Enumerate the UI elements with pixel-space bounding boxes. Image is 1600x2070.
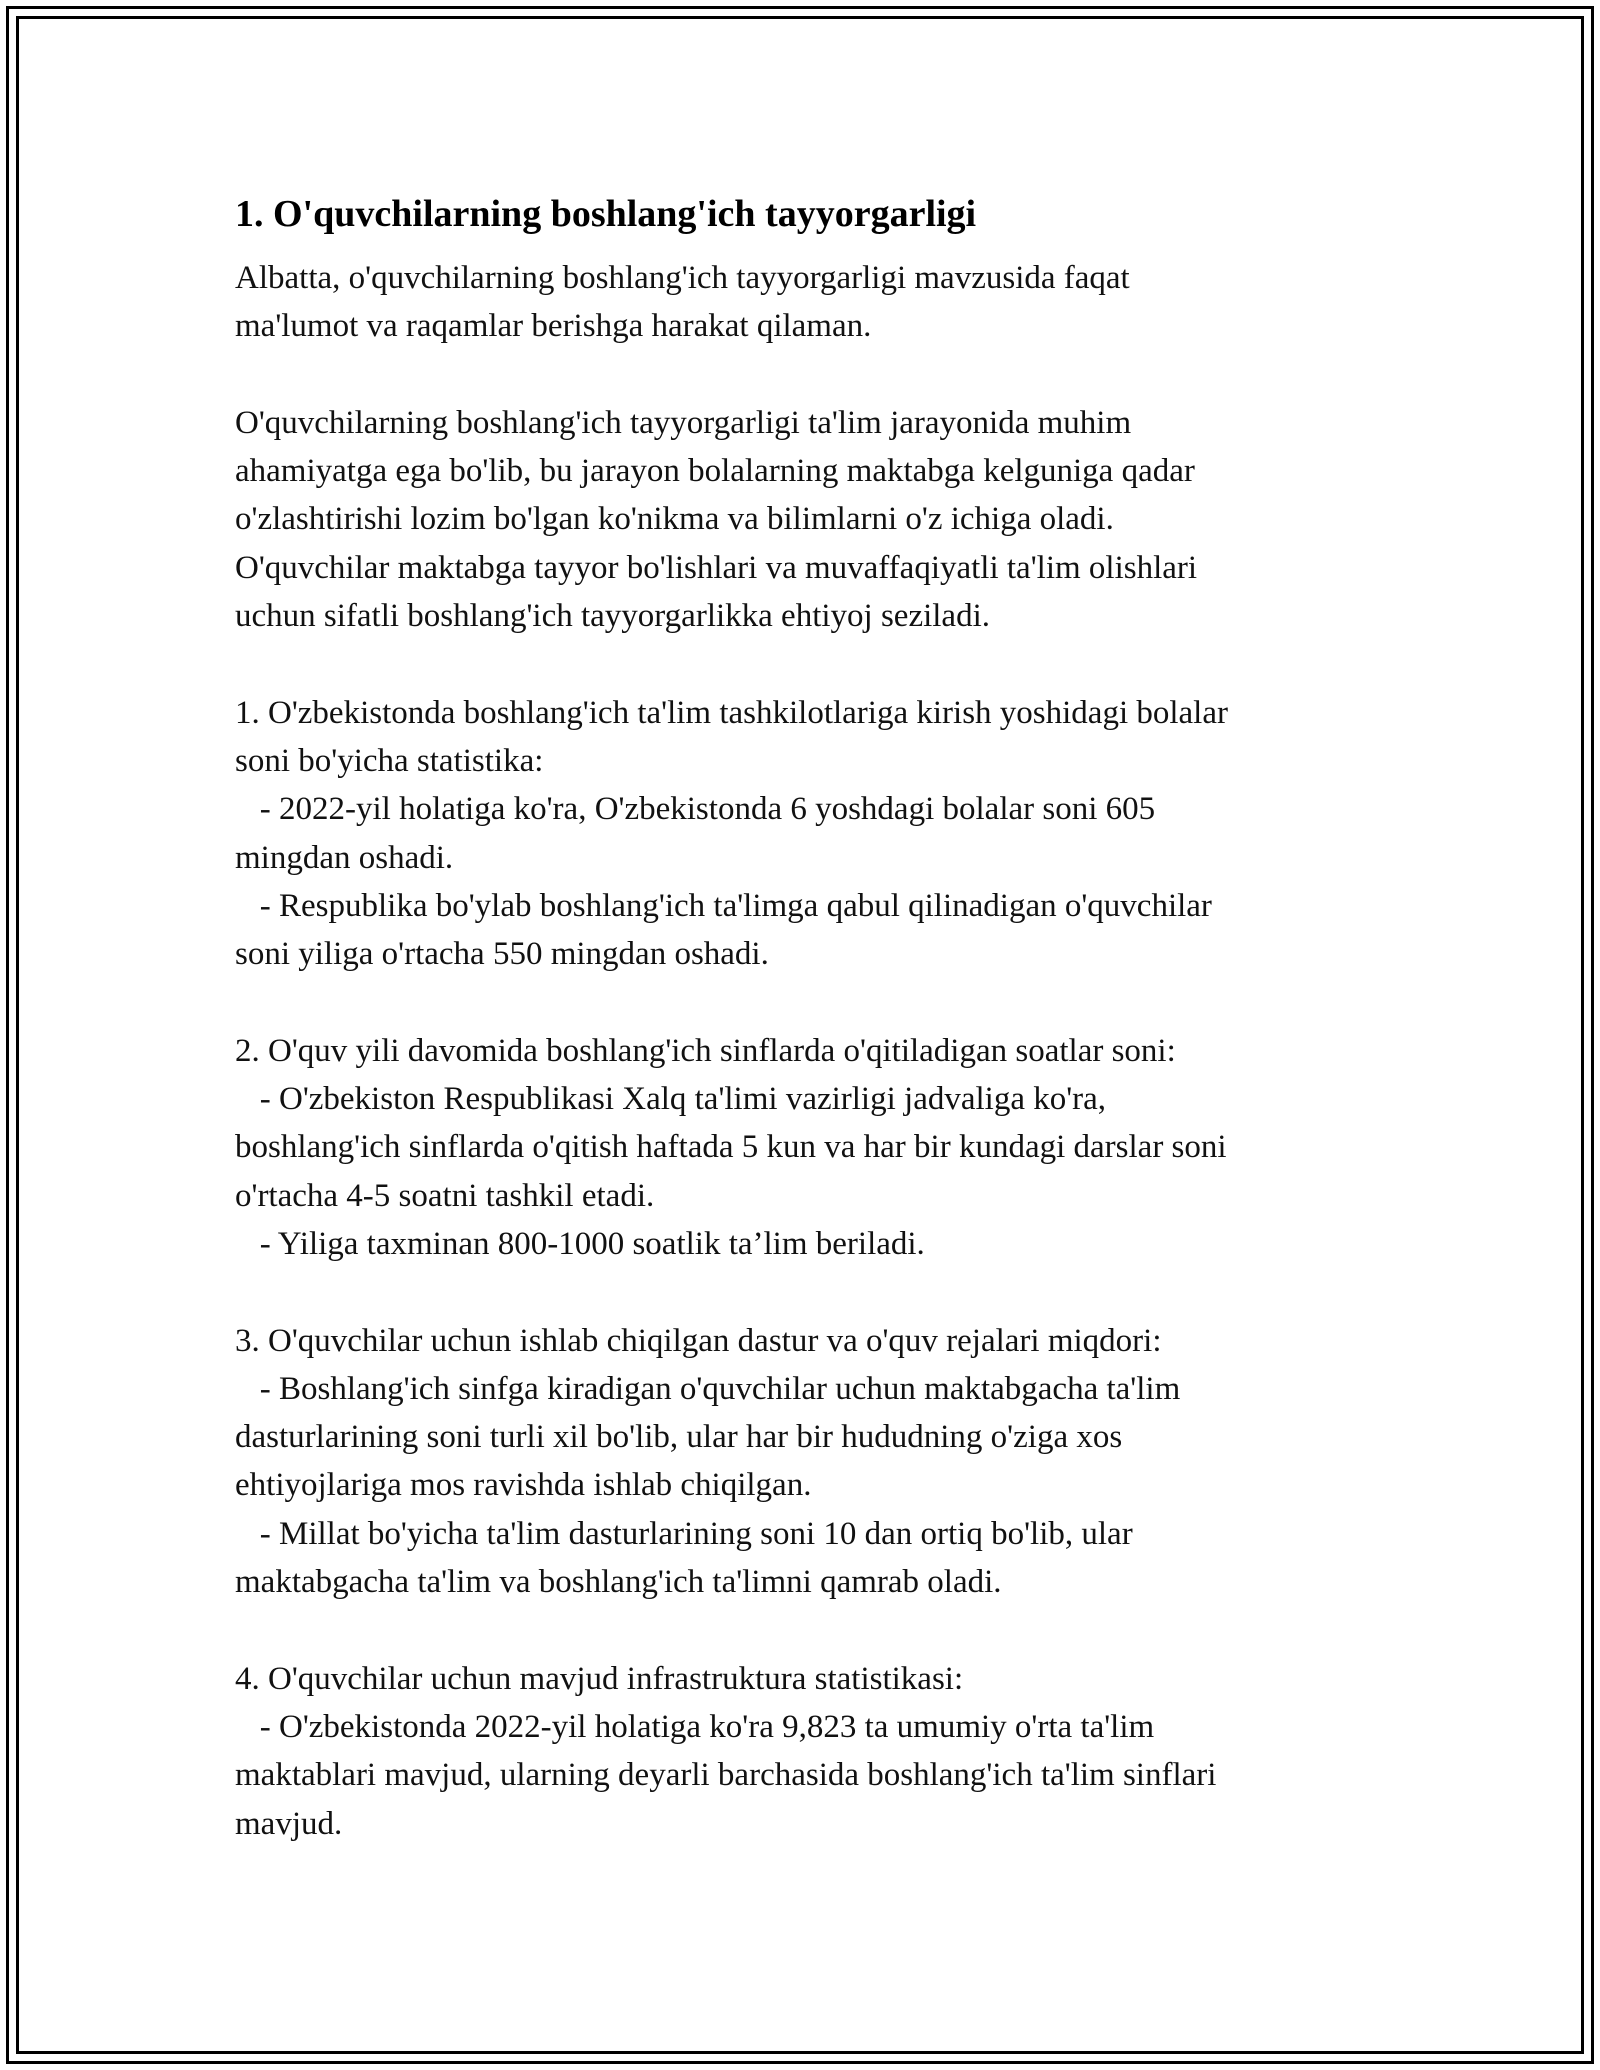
blank-line [235, 351, 1365, 399]
text-line: Albatta, o'quvchilarning boshlang'ich tayyorgarligi mavzusida faqat [235, 260, 1130, 296]
text-line: O'quvchilarning boshlang'ich tayyorgarligi ta'lim jarayonida muhim [235, 404, 1132, 441]
text-line: 4. O'quvchilar uchun mavjud infrastruktura statistikasi: [235, 1660, 964, 1697]
text-line: maktabgacha ta'lim va boshlang'ich ta'limni qamrab oladi. [235, 1564, 1002, 1601]
text-line: ma'lumot va raqamlar berishga harakat qilaman. [235, 308, 872, 345]
text-line: - Respublika bo'ylab boshlang'ich ta'limga qabul qilinadigan o'quvchilar [235, 887, 1212, 924]
text-line: maktablari mavjud, ularning deyarli barchasida boshlang'ich ta'lim sinflari [235, 1757, 1217, 1794]
text-line: ahamiyatga ega bo'lib, bu jarayon bolalarning maktabga kelguniga qadar [235, 453, 1195, 490]
blank-line [235, 978, 1365, 1026]
text-line: 1. O'zbekistonda boshlang'ich ta'lim tashkilotlariga kirish yoshidagi bolalar [235, 694, 1228, 731]
text-line: - O'zbekiston Respublikasi Xalq ta'limi vazirligi jadvaliga ko'ra, [235, 1081, 1107, 1118]
blank-line [235, 1268, 1365, 1316]
document-title: 1. O'quvchilarning boshlang'ich tayyorgarligi [235, 193, 977, 235]
text-line: - O'zbekistonda 2022-yil holatiga ko'ra 9,823 ta umumiy o'rta ta'lim [235, 1708, 1155, 1745]
text-line: ehtiyojlariga mos ravishda ishlab chiqilgan. [235, 1467, 812, 1504]
text-line: 2. O'quv yili davomida boshlang'ich sinflarda o'qitiladigan soatlar soni: [235, 1032, 1176, 1069]
text-line: mingdan oshadi. [235, 839, 454, 876]
text-line: - 2022-yil holatiga ko'ra, O'zbekistonda 6 yoshdagi bolalar soni 605 [235, 791, 1156, 828]
text-line: dasturlarining soni turli xil bo'lib, ular har bir hududning o'ziga xos [235, 1419, 1123, 1456]
text-line: mavjud. [235, 1805, 343, 1842]
text-line: O'quvchilar maktabga tayyor bo'lishlari va muvaffaqiyatli ta'lim olishlari [235, 549, 1198, 586]
text-line: - Boshlang'ich sinfga kiradigan o'quvchilar uchun maktabgacha ta'lim [235, 1370, 1181, 1407]
text-line: - Yiliga taxminan 800-1000 soatlik ta’lim beriladi. [235, 1225, 925, 1262]
document-text [235, 254, 1365, 1848]
text-line: 3. O'quvchilar uchun ishlab chiqilgan dastur va o'quv rejalari miqdori: [235, 1322, 1162, 1359]
blank-line [235, 640, 1365, 688]
document-body [235, 188, 1365, 1848]
text-line: o'zlashtirishi lozim bo'lgan ko'nikma va bilimlarni o'z ichiga oladi. [235, 501, 1114, 538]
blank-line [235, 1606, 1365, 1654]
text-line: uchun sifatli boshlang'ich tayyorgarlikka ehtiyoj seziladi. [235, 598, 990, 635]
text-line: soni yiliga o'rtacha 550 mingdan oshadi. [235, 936, 769, 973]
text-line: o'rtacha 4-5 soatni tashkil etadi. [235, 1177, 655, 1214]
text-line: - Millat bo'yicha ta'lim dasturlarining soni 10 dan ortiq bo'lib, ular [235, 1515, 1133, 1552]
text-line: soni bo'yicha statistika: [235, 742, 544, 779]
text-line: boshlang'ich sinflarda o'qitish haftada 5 kun va har bir kundagi darslar soni [235, 1129, 1227, 1166]
